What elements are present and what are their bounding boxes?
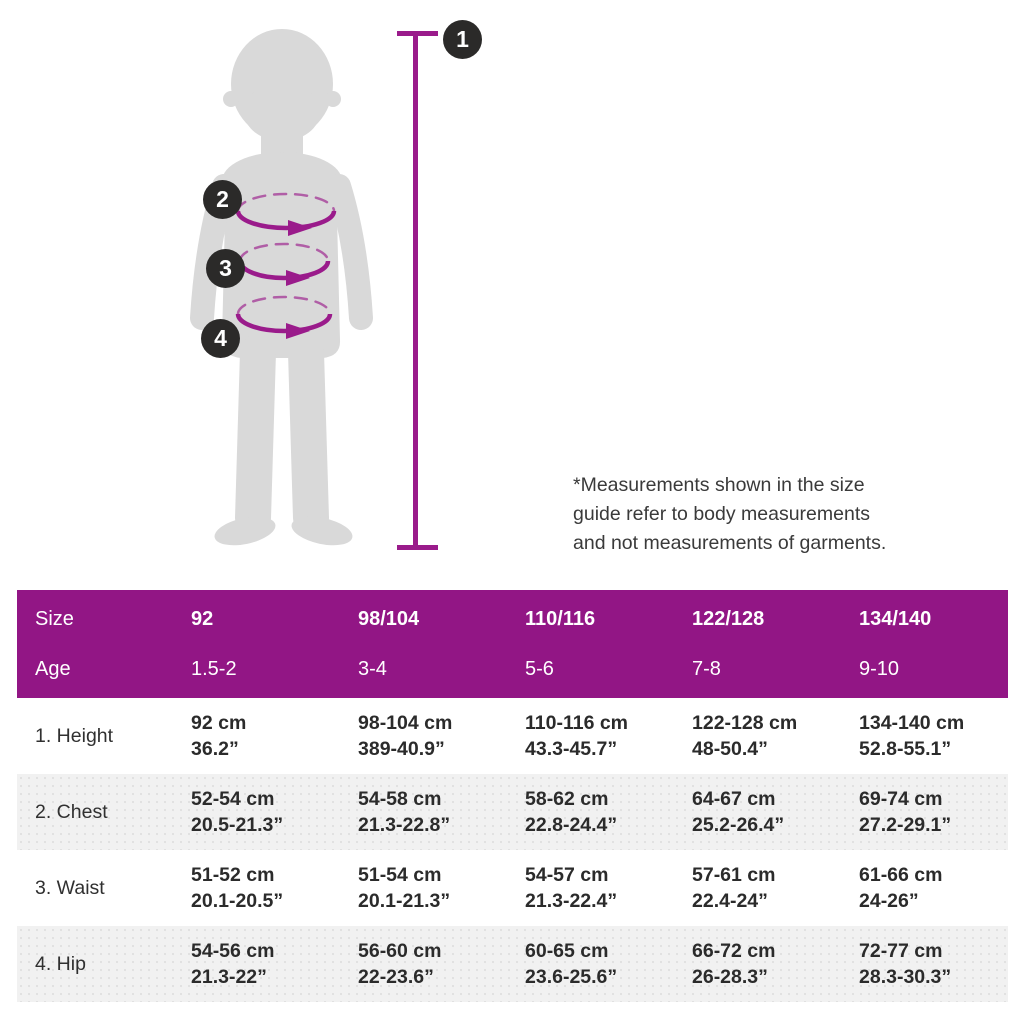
in-value: 23.6-25.6” <box>525 966 618 988</box>
marker-1-height: 1 <box>443 20 482 59</box>
table-cell <box>674 938 841 990</box>
in-value: 20.5-21.3” <box>191 814 284 836</box>
in-value: 24-26” <box>859 890 919 912</box>
size-col-header: 122/128 <box>692 607 765 630</box>
cm-value: 54-58 cm <box>358 788 442 810</box>
table-cell <box>674 786 841 838</box>
in-value: 22.4-24” <box>692 890 768 912</box>
table-cell <box>507 786 674 838</box>
in-value: 27.2-29.1” <box>859 814 952 836</box>
table-cell <box>340 710 507 762</box>
in-value: 26-28.3” <box>692 966 768 988</box>
in-value: 20.1-20.5” <box>191 890 284 912</box>
table-header <box>17 590 1008 698</box>
table-cell <box>173 862 340 914</box>
height-measure-line-icon <box>397 31 438 550</box>
cm-value: 92 cm <box>191 712 247 734</box>
table-cell <box>841 710 1008 762</box>
age-col-header: 5-6 <box>525 657 554 680</box>
cm-value: 69-74 cm <box>859 788 943 810</box>
age-col-header: 3-4 <box>358 657 387 680</box>
row-label: 4. Hip <box>35 952 86 975</box>
table-cell <box>841 938 1008 990</box>
cm-value: 61-66 cm <box>859 864 943 886</box>
cm-value: 51-54 cm <box>358 864 442 886</box>
size-row-label: Size <box>35 607 74 630</box>
in-value: 21.3-22.8” <box>358 814 451 836</box>
in-value: 389-40.9” <box>358 738 445 760</box>
in-value: 22.8-24.4” <box>525 814 618 836</box>
table-row-height <box>17 698 1008 774</box>
row-label: 1. Height <box>35 724 114 747</box>
table-cell <box>173 938 340 990</box>
cm-value: 57-61 cm <box>692 864 776 886</box>
table-cell <box>340 786 507 838</box>
age-col-header: 1.5-2 <box>191 657 237 680</box>
table-cell <box>507 862 674 914</box>
row-label: 3. Waist <box>35 876 105 899</box>
note-line: guide refer to body measurements <box>573 503 870 525</box>
cm-value: 54-56 cm <box>191 940 275 962</box>
age-col-header: 7-8 <box>692 657 721 680</box>
table-cell <box>173 710 340 762</box>
cm-value: 134-140 cm <box>859 712 965 734</box>
in-value: 25.2-26.4” <box>692 814 785 836</box>
size-guide-table <box>17 590 1008 1002</box>
table-cell <box>674 710 841 762</box>
age-col-header: 9-10 <box>859 657 900 680</box>
in-value: 22-23.6” <box>358 966 434 988</box>
cm-value: 52-54 cm <box>191 788 275 810</box>
table-cell <box>507 938 674 990</box>
in-value: 21.3-22” <box>191 966 267 988</box>
size-col-header: 92 <box>191 607 214 630</box>
note-line: *Measurements shown in the size <box>573 474 865 496</box>
cm-value: 98-104 cm <box>358 712 453 734</box>
in-value: 20.1-21.3” <box>358 890 451 912</box>
cm-value: 58-62 cm <box>525 788 609 810</box>
cm-value: 66-72 cm <box>692 940 776 962</box>
age-row-label: Age <box>35 657 71 680</box>
table-row-waist <box>17 850 1008 926</box>
marker-2-chest: 2 <box>203 180 242 219</box>
cm-value: 51-52 cm <box>191 864 275 886</box>
in-value: 43.3-45.7” <box>525 738 618 760</box>
in-value: 48-50.4” <box>692 738 768 760</box>
table-cell <box>674 862 841 914</box>
table-cell <box>841 862 1008 914</box>
cm-value: 72-77 cm <box>859 940 943 962</box>
size-col-header: 98/104 <box>358 607 420 630</box>
child-silhouette-icon <box>202 29 361 550</box>
table-cell <box>841 786 1008 838</box>
table-cell <box>340 862 507 914</box>
row-label: 2. Chest <box>35 800 108 823</box>
table-row-hip <box>17 926 1008 1002</box>
size-col-header: 110/116 <box>525 607 596 630</box>
measurements-note <box>573 471 953 558</box>
cm-value: 64-67 cm <box>692 788 776 810</box>
marker-3-waist: 3 <box>206 249 245 288</box>
cm-value: 56-60 cm <box>358 940 442 962</box>
table-cell <box>173 786 340 838</box>
note-line: and not measurements of garments. <box>573 532 887 554</box>
marker-4-hip: 4 <box>201 319 240 358</box>
cm-value: 60-65 cm <box>525 940 609 962</box>
table-cell <box>340 938 507 990</box>
in-value: 52.8-55.1” <box>859 738 952 760</box>
table-cell <box>507 710 674 762</box>
table-row-chest <box>17 774 1008 850</box>
in-value: 28.3-30.3” <box>859 966 952 988</box>
in-value: 21.3-22.4” <box>525 890 618 912</box>
cm-value: 110-116 cm <box>525 712 629 734</box>
cm-value: 122-128 cm <box>692 712 798 734</box>
size-col-header: 134/140 <box>859 607 932 630</box>
in-value: 36.2” <box>191 738 239 760</box>
cm-value: 54-57 cm <box>525 864 609 886</box>
